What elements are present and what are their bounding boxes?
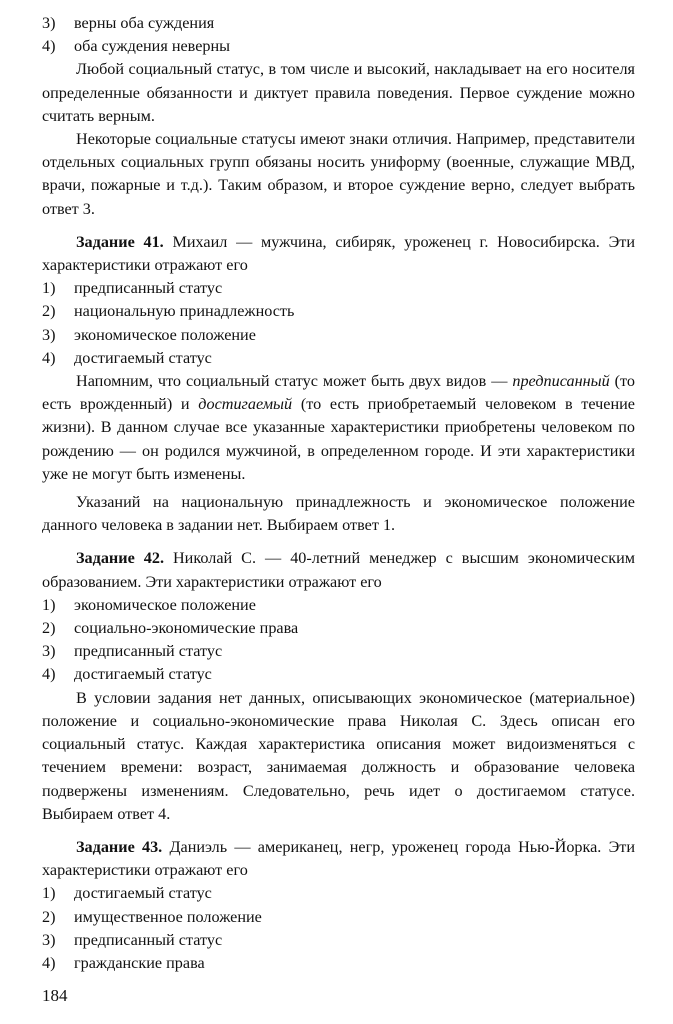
option-item: 2) национальную принадлежность [42,302,295,321]
option-item: 3) предписанный статус [42,930,223,949]
term-achieved: достигаемый [198,395,293,414]
explanation-paragraph: Любой социальный статус, в том числе и высокий, накладывает на его носителя определенные обязанности и диктует правила поведения. Первое суждение можно считать верным. [42,60,635,125]
option-item: 1) достигаемый статус [42,884,212,903]
task-label: Задание 41. [76,232,164,251]
option-item: 2) социально-экономические права [42,619,299,638]
explanation-paragraph: Некоторые социальные статусы имеют знаки отличия. Например, представители отдельных социальных групп обязаны носить униформу (военные, служащие МВД, врачи, пожарные и т.д.). Таким образом, и второе суждение верно, следует выбрать ответ 3. [42,130,635,218]
option-item: 3) предписанный статус [42,642,223,661]
task-42-options [42,594,635,687]
explanation-paragraph: Напомним, что социальный статус может быть двух видов — предписанный (то есть врожденный) и достигаемый (то есть приобретаемый человеком в течение жизни). В данном случае все указанные характеристики приобретены человеком по рождению — он родился мужчиной, в определенном городе. И эти характеристики уже не могут быть изменены. [42,372,635,483]
explanation-paragraph: В условии задания нет данных, описывающих экономическое (материальное) положение и социально-экономические права Николая С. Здесь описан его социальный статус. Каждая характеристика описания может видоизменяться с течением времени: возраст, занимаемая должность и образование человека подвержены изменениям. Следовательно, речь идет о достигаемом статусе. Выбираем ответ 4. [42,688,635,823]
option-item: 4) достигаемый статус [42,665,212,684]
task-41-options [42,277,635,370]
option-item: 2) имущественное положение [42,907,262,926]
page-number: 184 [42,986,68,1005]
task-label: Задание 42. [76,549,164,568]
option-item: 1) экономическое положение [42,595,256,614]
task-41-question: Задание 41. Михаил — мужчина, сибиряк, уроженец г. Новосибирска. Эти характеристики отражают его [42,232,635,275]
term-ascribed: предписанный [512,372,610,391]
task-43-question: Задание 43. Даниэль — американец, негр, уроженец города Нью-Йорка. Эти характеристики отражают его [42,837,636,880]
page-content [42,12,635,975]
task-label: Задание 43. [76,837,163,856]
option-item: 4) оба суждения неверны [42,37,231,56]
option-item: 3) экономическое положение [42,325,256,344]
previous-task-options [42,12,635,58]
task-42-question: Задание 42. Николай С. — 40-летний менеджер с высшим экономическим образованием. Эти характеристики отражают его [42,549,635,591]
option-item: 4) гражданские права [42,953,205,972]
task-43-options [42,882,635,975]
explanation-paragraph: Указаний на национальную принадлежность и экономическое положение данного человека в задании нет. Выбираем ответ 1. [42,493,635,535]
option-item: 4) достигаемый статус [42,348,212,367]
option-item: 1) предписанный статус [42,279,223,298]
option-item: 3) верны оба суждения [42,14,215,32]
